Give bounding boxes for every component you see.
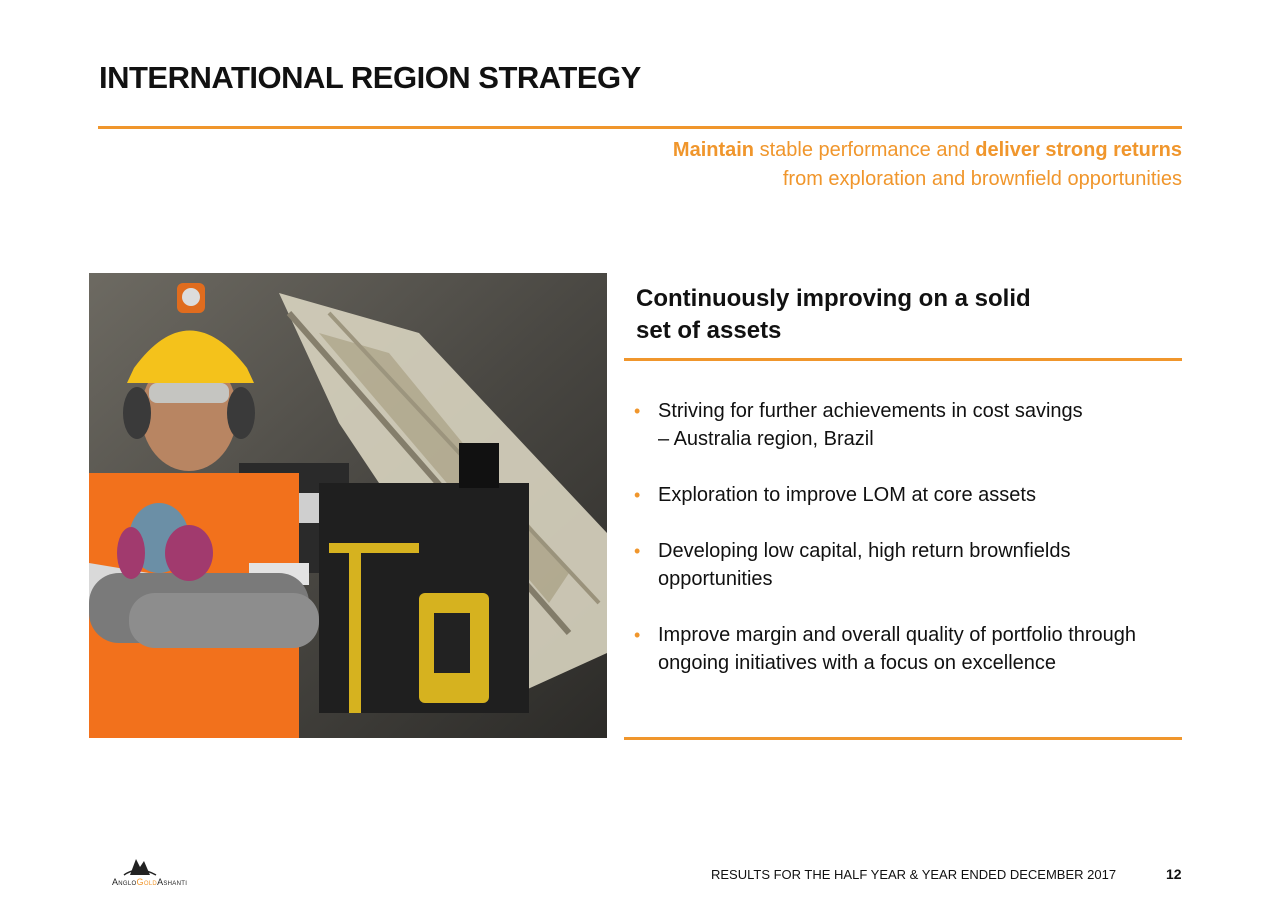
bullet-text: Improve margin and overall quality of portfolio through ongoing initiatives with a focus on excellence [658,624,1137,674]
bullet-icon: • [634,401,641,421]
panel-divider-top [624,358,1182,361]
title-divider [98,126,1182,129]
bullet-text: Exploration to improve LOM at core assets [658,484,1036,506]
bullet-icon: • [634,625,641,645]
tagline-emphasis-maintain: Maintain [672,139,755,161]
bullet-subtext: – Australia region, Brazil [658,428,874,450]
bullet-text: Developing low capital, high return brownfields opportunities [658,540,1071,590]
bullet-icon: • [634,485,641,505]
panel-heading [636,283,1136,347]
logo-text-ashanti: Ashanti [157,877,188,887]
company-logo-text [112,877,187,887]
list-item [634,537,1174,593]
panel-heading-line2: set of assets [636,317,782,344]
tagline-emphasis-returns: deliver strong returns [975,139,1182,161]
footer-text: RESULTS FOR THE HALF YEAR & YEAR ENDED DECEMBER 2017 [711,867,1117,882]
bullet-icon: • [634,541,641,561]
slide-title: INTERNATIONAL REGION STRATEGY [99,60,641,95]
page-number: 12 [1166,866,1182,882]
tagline-line1 [482,136,1182,165]
bullet-list [634,397,1174,705]
miner-photo [89,273,607,738]
tagline [482,136,1182,194]
list-item [634,397,1174,453]
bullet-text: Striving for further achievements in cost savings [658,400,1083,422]
miner-photo-illustration [89,273,607,738]
list-item [634,481,1174,509]
logo-text-anglo: Anglo [112,877,137,887]
list-item [634,621,1174,677]
logo-text-gold: Gold [136,877,158,887]
tagline-line2: from exploration and brownfield opportunities [782,168,1182,190]
tagline-middle: stable performance and [754,139,976,161]
panel-divider-bottom [624,737,1182,740]
panel-heading-line1: Continuously improving on a solid [636,285,1031,312]
